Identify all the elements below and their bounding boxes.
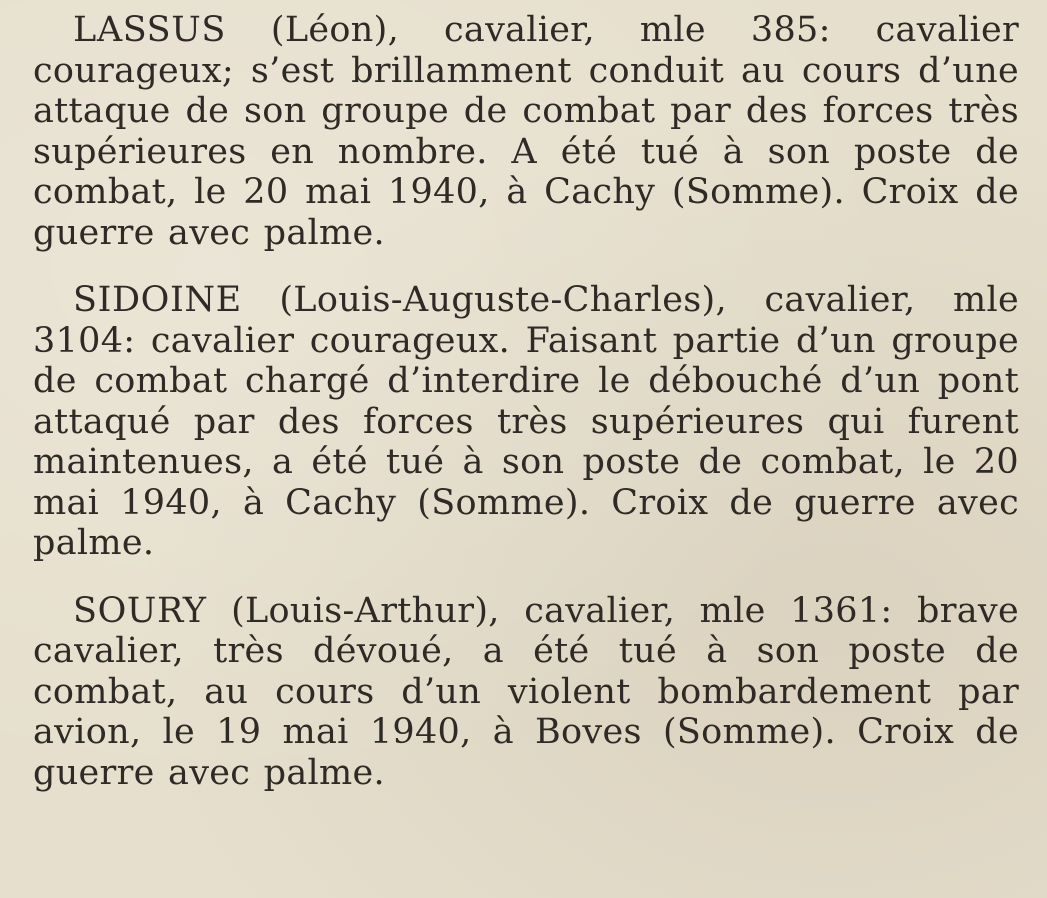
citation-text: (Léon), cavalier, mle 385: cavalier courageux; s’est brillamment conduit au cours d’une attaque de son groupe de combat par des forces très supérieures en nombre. A été tué à son poste de combat, le 20 mai 1940, à Cachy (Somme). Croix de guerre avec palme.: [33, 10, 1019, 253]
citation-soury: [33, 591, 1019, 794]
citation-surname: LASSUS: [73, 10, 226, 50]
citation-surname: SIDOINE: [73, 280, 242, 320]
citation-text: (Louis-Arthur), cavalier, mle 1361: brave cavalier, très dévoué, a été tué à son poste de combat, au cours d’un violent bombardement par avion, le 19 mai 1940, à Boves (Somme). Croix de guerre avec palme.: [33, 590, 1019, 793]
citation-lassus: [33, 10, 1019, 253]
citation-text: (Louis-Auguste-Charles), cavalier, mle 3104: cavalier courageux. Faisant partie d’un groupe de combat chargé d’interdire le débouché d’un pont attaqué par des forces très supérieures qui furent maintenues, a été tué à son poste de combat, le 20 mai 1940, à Cachy (Somme). Croix de guerre avec palme.: [33, 280, 1019, 563]
citation-surname: SOURY: [73, 590, 207, 631]
citation-sidoine: [33, 280, 1019, 564]
